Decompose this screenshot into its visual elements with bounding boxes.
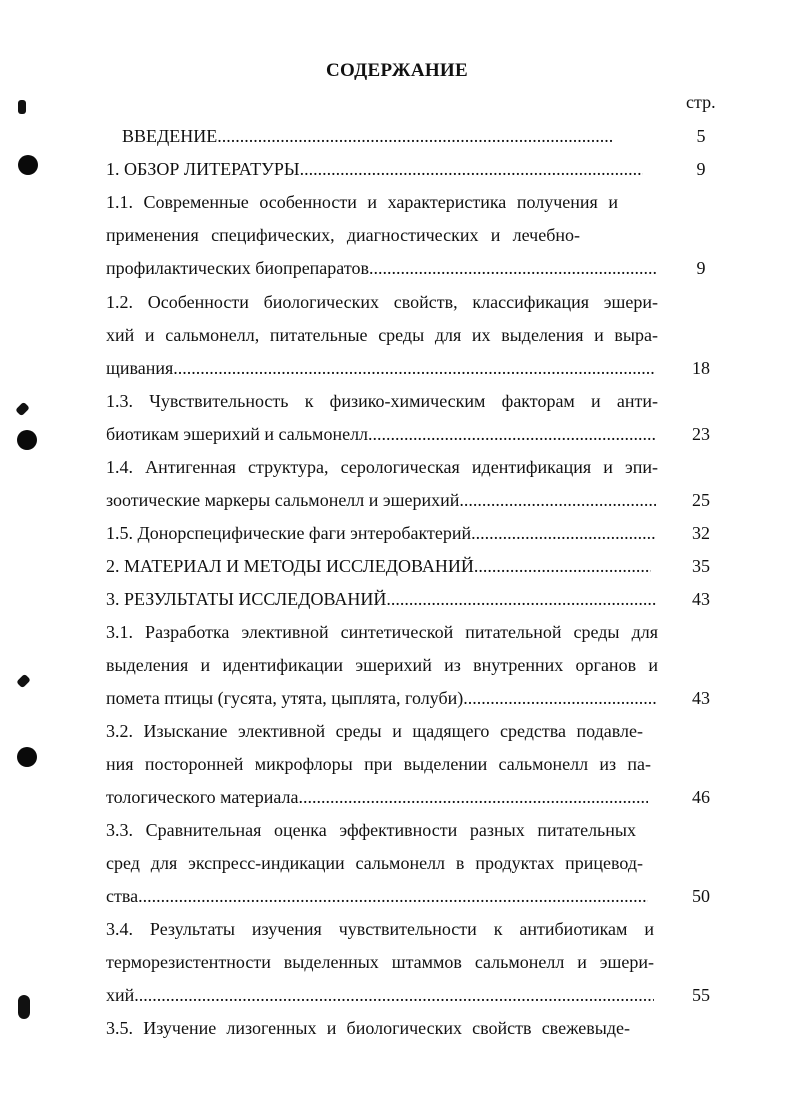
toc-entry-1-4-line1: 1.4. Антигенная структура, серологическая идентификация и эпи- bbox=[106, 457, 658, 477]
toc-entry-1-3-line1: 1.3. Чувствительность к физико-химическим факторам и анти- bbox=[106, 391, 658, 411]
toc-page-3-4: 55 bbox=[692, 985, 710, 1005]
toc-entry-2: 2. МАТЕРИАЛ И МЕТОДЫ ИССЛЕДОВАНИЙ ..... bbox=[106, 556, 651, 576]
toc-entry-1-4-line2: зоотические маркеры сальмонелл и эшерихий ..... bbox=[106, 490, 656, 510]
toc-entry-1-1-line3: профилактических биопрепаратов ..... bbox=[106, 258, 656, 278]
toc-entry-3-4-line1: 3.4. Результаты изучения чувствительности к антибиотикам и bbox=[106, 919, 654, 939]
scan-mark bbox=[18, 995, 30, 1019]
toc-page-3-3: 50 bbox=[692, 886, 710, 906]
toc-page-1-4: 25 bbox=[692, 490, 710, 510]
scan-mark bbox=[16, 674, 31, 689]
toc-entry-intro: ВВЕДЕНИЕ ..... bbox=[122, 126, 614, 146]
toc-entry-3-5-line1: 3.5. Изучение лизогенных и биологических свойств свежевыде- bbox=[106, 1018, 630, 1038]
toc-entry-1-2-line1: 1.2. Особенности биологических свойств, классификация эшери- bbox=[106, 292, 658, 312]
toc-entry-1: 1. ОБЗОР ЛИТЕРАТУРЫ ..... bbox=[106, 159, 643, 179]
toc-entry-3-3-line1: 3.3. Сравнительная оценка эффективности разных питательных bbox=[106, 820, 636, 840]
toc-entry-3: 3. РЕЗУЛЬТАТЫ ИССЛЕДОВАНИЙ ..... bbox=[106, 589, 656, 609]
toc-page-1-2: 18 bbox=[692, 358, 710, 378]
toc-entry-3-3-line2: сред для экспресс-индикации сальмонелл в продуктах прицевод- bbox=[106, 853, 643, 873]
toc-page-2: 35 bbox=[692, 556, 710, 576]
toc-entry-1-5: 1.5. Донорспецифические фаги энтеробактерий ..... bbox=[106, 523, 656, 543]
toc-page-3: 43 bbox=[692, 589, 710, 609]
toc-entry-3-1-line3: помета птицы (гусята, утята, цыплята, голуби) ..... bbox=[106, 688, 656, 708]
toc-entry-3-2-line1: 3.2. Изыскание элективной среды и щадящего средства подавле- bbox=[106, 721, 643, 741]
toc-page-1-1: 9 bbox=[696, 258, 706, 278]
page-title: СОДЕРЖАНИЕ bbox=[326, 60, 468, 81]
toc-entry-3-1-line1: 3.1. Разработка элективной синтетической питательной среды для bbox=[106, 622, 658, 642]
hole-punch-mark bbox=[17, 430, 37, 450]
toc-entry-3-3-line3: ства ..... bbox=[106, 886, 648, 906]
page-column-header: стр. bbox=[686, 92, 716, 112]
toc-entry-1-3-line2: биотикам эшерихий и сальмонелл ..... bbox=[106, 424, 656, 444]
hole-punch-mark bbox=[18, 155, 38, 175]
toc-page-intro: 5 bbox=[696, 126, 706, 146]
hole-punch-mark bbox=[17, 747, 37, 767]
toc-entry-1-1-line1: 1.1. Современные особенности и характеристика получения и bbox=[106, 192, 618, 212]
toc-entry-1-2-line2: хий и сальмонелл, питательные среды для их выделения и выра- bbox=[106, 325, 658, 345]
toc-page-1-3: 23 bbox=[692, 424, 710, 444]
scan-mark bbox=[18, 100, 26, 114]
toc-entry-1-1-line2: применения специфических, диагностических и лечебно- bbox=[106, 225, 580, 245]
toc-entry-3-4-line2: терморезистентности выделенных штаммов сальмонелл и эшери- bbox=[106, 952, 654, 972]
toc-page-3-2: 46 bbox=[692, 787, 710, 807]
toc-page-1-5: 32 bbox=[692, 523, 710, 543]
toc-page-3-1: 43 bbox=[692, 688, 710, 708]
toc-entry-3-1-line2: выделения и идентификации эшерихий из внутренних органов и bbox=[106, 655, 658, 675]
toc-entry-3-2-line3: тологического материала ..... bbox=[106, 787, 648, 807]
toc-page-1: 9 bbox=[696, 159, 706, 179]
scan-mark bbox=[15, 402, 30, 417]
toc-entry-3-2-line2: ния посторонней микрофлоры при выделении сальмонелл из па- bbox=[106, 754, 651, 774]
toc-entry-1-2-line3: щивания ..... bbox=[106, 358, 656, 378]
toc-entry-3-4-line3: хий ..... bbox=[106, 985, 654, 1005]
